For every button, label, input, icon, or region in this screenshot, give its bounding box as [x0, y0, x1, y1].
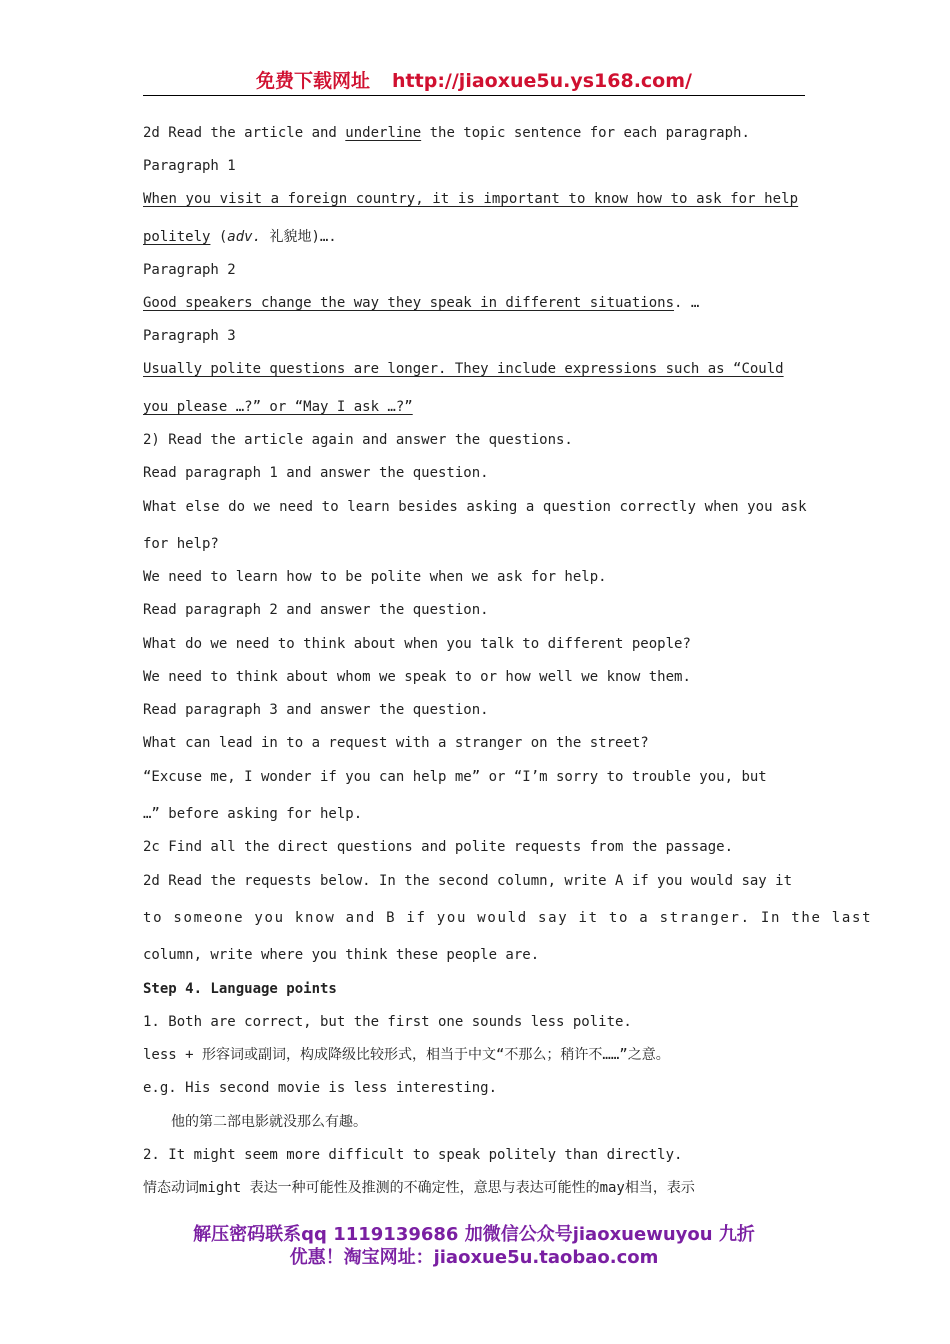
paragraph-label: Paragraph 3: [143, 328, 236, 344]
text-line: 1. Both are correct, but the first one sounds less polite.: [143, 1014, 632, 1030]
text-line: politely (adv. 礼貌地)….: [143, 229, 337, 245]
header-url-link[interactable]: http://jiaoxue5u.ys168.com/: [392, 70, 692, 92]
text-line: 2d Read the article and underline the topic sentence for each paragraph.: [143, 125, 750, 141]
topic-sentence: Good speakers change the way they speak in different situations. …: [143, 295, 700, 311]
text-line: What else do we need to learn besides asking a question correctly when you ask: [143, 499, 807, 515]
text-line: “Excuse me, I wonder if you can help me” or “I’m sorry to trouble you, but: [143, 769, 767, 785]
text-line: 2c Find all the direct questions and polite requests from the passage.: [143, 839, 734, 855]
topic-sentence: Usually polite questions are longer. They include expressions such as “Could: [143, 361, 784, 377]
text-line: Read paragraph 2 and answer the question.: [143, 602, 489, 618]
text-line: What do we need to think about when you talk to different people?: [143, 636, 691, 652]
text-line: We need to learn how to be polite when we ask for help.: [143, 569, 607, 585]
page-header: [143, 66, 805, 93]
footer-line-1: 解压密码联系qq 1119139686 加微信公众号jiaoxuewuyou 九折: [193, 1224, 755, 1245]
paragraph-label: Paragraph 1: [143, 158, 236, 174]
underline-word: underline: [345, 125, 422, 141]
text-line: What can lead in to a request with a stranger on the street?: [143, 735, 649, 751]
text-line: Read paragraph 1 and answer the question.: [143, 465, 489, 481]
topic-sentence: When you visit a foreign country, it is important to know how to ask for help: [143, 191, 799, 207]
text-line: column, write where you think these people are.: [143, 947, 540, 963]
text-line: for help?: [143, 536, 219, 552]
text-line: 他的第二部电影就没那么有趣。: [171, 1114, 367, 1130]
text-line: We need to think about whom we speak to or how well we know them.: [143, 669, 691, 685]
text-line: …” before asking for help.: [143, 806, 363, 822]
header-rule: [143, 95, 805, 96]
text-line: Read paragraph 3 and answer the question.: [143, 702, 489, 718]
header-title: 免费下载网址: [256, 70, 371, 92]
text-line: 2) Read the article again and answer the questions.: [143, 432, 573, 448]
paragraph-label: Paragraph 2: [143, 262, 236, 278]
text-line: 情态动词might 表达一种可能性及推测的不确定性，意思与表达可能性的may相当，表示: [143, 1180, 695, 1196]
section-heading: Step 4. Language points: [143, 981, 337, 997]
footer-line-2: 优惠！淘宝网址：jiaoxue5u.taobao.com: [289, 1247, 659, 1268]
text-line: e.g. His second movie is less interesting.: [143, 1080, 498, 1096]
text-line: 2d Read the requests below. In the second column, write A if you would say it: [143, 873, 793, 889]
text-line: 2. It might seem more difficult to speak politely than directly.: [143, 1147, 683, 1163]
topic-sentence: you please …?” or “May I ask …?”: [143, 399, 413, 415]
text-line: less + 形容词或副词，构成降级比较形式，相当于中文“不那么；稍许不……”之意。: [143, 1047, 670, 1063]
text-line: to someone you know and B if you would say it to a stranger. In the last: [143, 910, 873, 926]
